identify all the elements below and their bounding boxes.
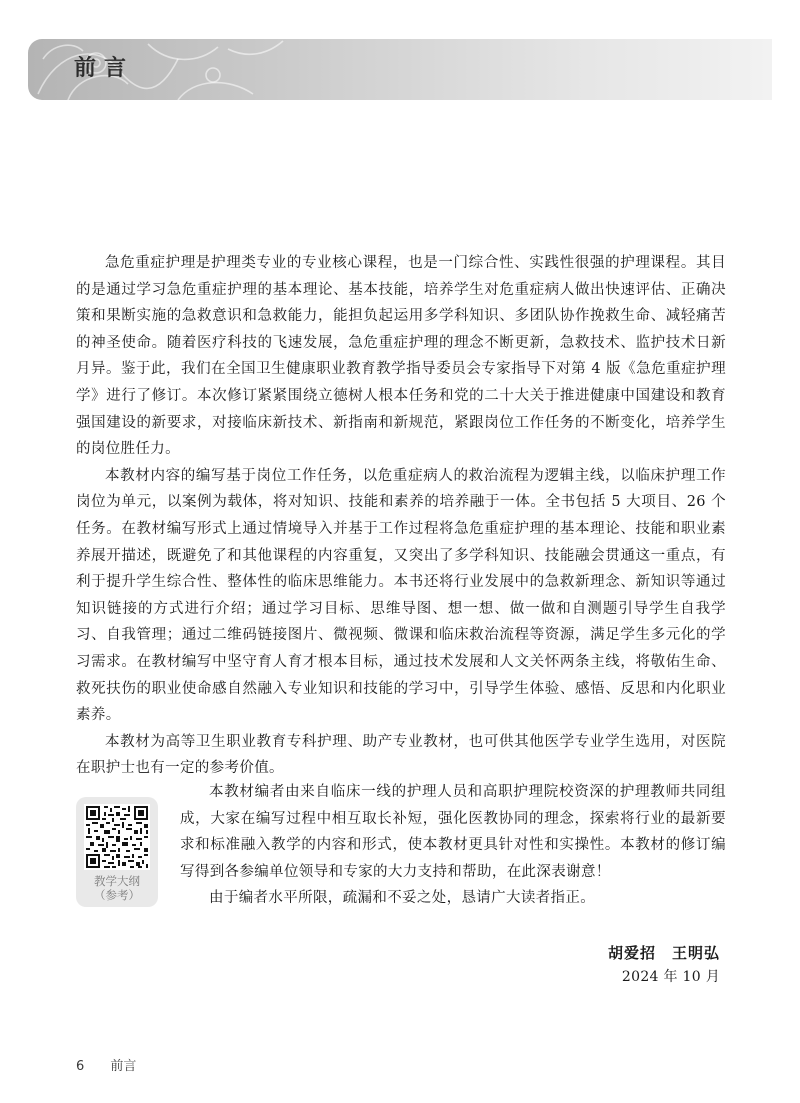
paragraph: 本教材为高等卫生职业教育专科护理、助产专业教材，也可供其他医学专业学生选用，对医院在职护士也有一定的参考价值。 xyxy=(76,733,726,777)
qr-caption-title: 教学大纲 xyxy=(94,874,140,888)
signature-date: 2024 年 10 月 xyxy=(621,969,720,985)
body-text xyxy=(76,250,726,782)
page-title: 前言 xyxy=(74,56,135,81)
floral-ornament-icon xyxy=(28,39,328,100)
page-number: 6 xyxy=(76,1059,85,1074)
paragraph: 本教材编者由来自临床一线的护理人员和高职护理院校资深的护理教师共同组成，大家在编写过程中相互取长补短，强化医教协同的理念，探索将行业的最新要求和标准融入教学的内容和形式，使本教材更具针对性和实操性。本教材的修订编写得到各参编单位领导和专家的大力支持和帮助，在此深表谢意！ xyxy=(180,784,726,880)
qr-caption-subtitle: （参考） xyxy=(94,888,140,902)
header-band xyxy=(28,39,772,100)
author-signature: 胡爱招 王明弘 xyxy=(607,944,720,962)
page-footer xyxy=(76,1055,136,1074)
paragraph: 急危重症护理是护理类专业的专业核心课程，也是一门综合性、实践性很强的护理课程。其目的是通过学习急危重症护理的基本理论、基本技能，培养学生对危重症病人做出快速评估、正确决策和果断实施的急救意识和急救能力，能担负起运用多学科知识、多团队协作挽救生命、减轻痛苦的神圣使命。随着医疗科技的飞速发展，急危重症护理的理念不断更新，急救技术、监护技术日新月异。鉴于此，我们在全国卫生健康职业教育教学指导委员会专家指导下对第 4 版《急危重症护理学》进行了修订。本次修订紧紧围绕立德树人根本任务和党的二十大关于推进健康中国建设和教育强国建设的新要求，对接临床新技术、新指南和新规范，紧跟岗位工作任务的不断变化，培养学生的岗位胜任力。 xyxy=(76,255,726,458)
qr-code-icon xyxy=(84,804,150,870)
footer-section-title: 前言 xyxy=(110,1059,137,1074)
side-text xyxy=(180,779,726,912)
qr-code-card[interactable] xyxy=(76,797,158,907)
paragraph: 由于编者水平所限，疏漏和不妥之处，恳请广大读者指正。 xyxy=(209,890,596,907)
paragraph: 本教材内容的编写基于岗位工作任务，以危重症病人的救治流程为逻辑主线，以临床护理工作岗位为单元，以案例为载体，将对知识、技能和素养的培养融于一体。全书包括 5 大项目、26 个任务。在教材编写形式上通过情境导入并基于工作过程将急危重症护理的基本理论、技能和职业素养展开描述，既避免了和其他课程的内容重复，又突出了多学科知识、技能融会贯通这一重点，有利于提升学生综合性、整体性的临床思维能力。本书还将行业发展中的急救新理念、新知识等通过知识链接的方式进行介绍；通过学习目标、思维导图、想一想、做一做和自测题引导学生自我学习、自我管理；通过二维码链接图片、微视频、微课和临床救治流程等资源，满足学生多元化的学习需求。在教材编写中坚守育人育才根本目标，通过技术发展和人文关怀两条主线，将敬佑生命、救死扶伤的职业使命感自然融入专业知识和技能的学习中，引导学生体验、感悟、反思和内化职业素养。 xyxy=(76,467,726,724)
